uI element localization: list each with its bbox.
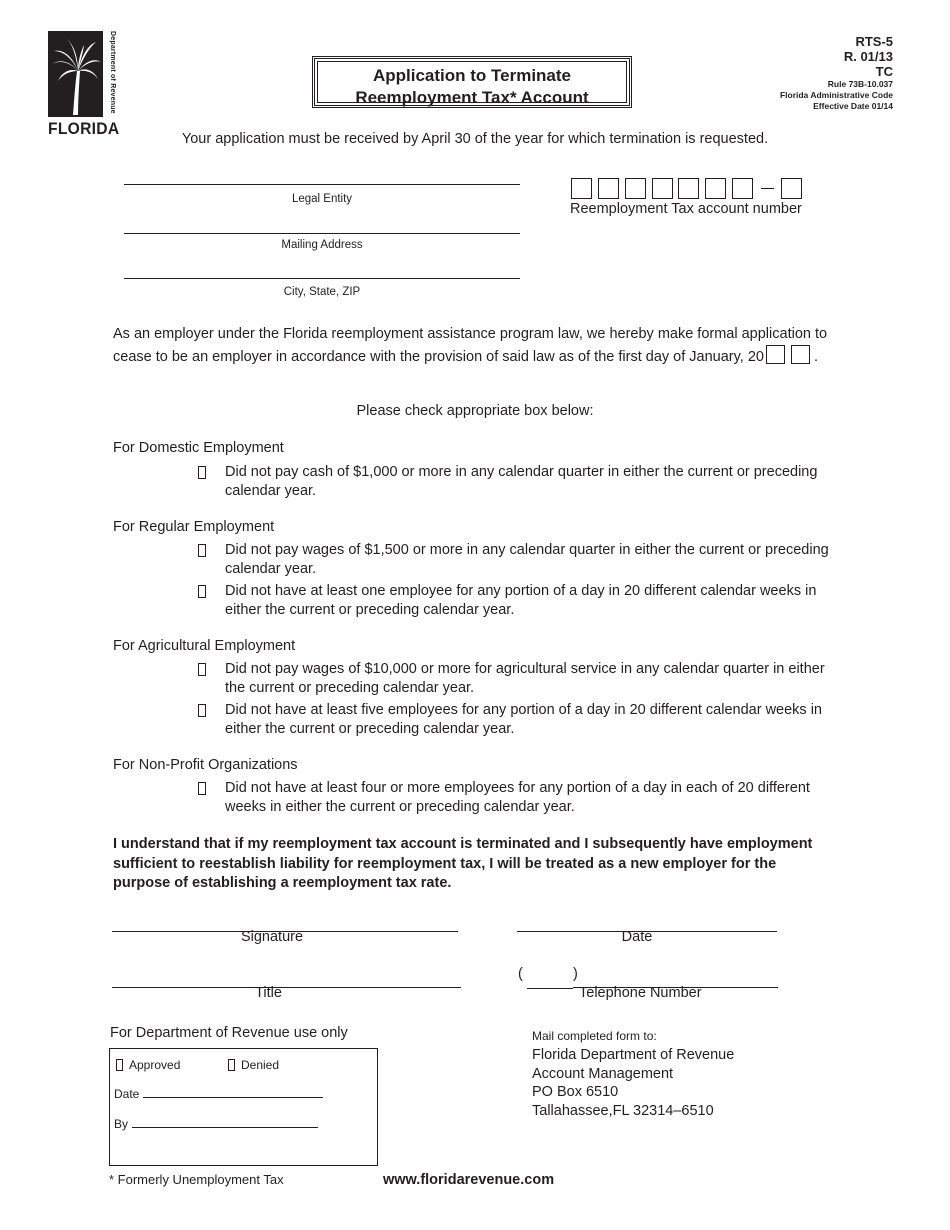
form-code: RTS-5 — [855, 34, 893, 49]
option-text: Did not pay cash of $1,000 or more in any calendar quarter in either the current or preceding calendar year. — [225, 464, 818, 499]
nonprofit-heading: For Non-Profit Organizations — [113, 757, 298, 773]
mail-line-1: Florida Department of Revenue — [532, 1047, 735, 1063]
account-digit-box[interactable] — [625, 178, 646, 199]
account-number-label: Reemployment Tax account number — [570, 201, 802, 217]
application-statement — [113, 325, 853, 367]
checkbox[interactable] — [198, 466, 206, 479]
dor-date-row — [114, 1087, 323, 1101]
city-state-zip-label: City, State, ZIP — [283, 286, 361, 298]
dor-use-box — [109, 1048, 378, 1166]
dor-date-label: Date — [114, 1087, 140, 1101]
dor-by-field[interactable] — [132, 1127, 318, 1128]
regular-option-wages[interactable] — [198, 541, 838, 579]
regular-heading: For Regular Employment — [113, 519, 275, 535]
mailing-address-field[interactable] — [124, 233, 520, 234]
application-period: . — [814, 348, 819, 365]
account-digit-box[interactable] — [678, 178, 699, 199]
form-title-line1: Application to Terminate — [372, 66, 572, 85]
approved-option[interactable] — [116, 1058, 180, 1072]
area-code-field[interactable] — [527, 988, 573, 989]
form-rule: Rule 73B-10.037 — [827, 79, 893, 89]
agricultural-option-employees[interactable] — [198, 701, 838, 739]
checkbox[interactable] — [198, 585, 206, 598]
account-digit-box[interactable] — [598, 178, 619, 199]
approved-label: Approved — [129, 1058, 181, 1072]
signature-label: Signature — [240, 929, 304, 945]
denied-checkbox[interactable] — [228, 1059, 235, 1071]
mailing-address-label: Mailing Address — [281, 239, 363, 251]
account-digit-box[interactable] — [652, 178, 673, 199]
mail-line-4: Tallahassee,FL 32314–6510 — [532, 1102, 714, 1119]
account-digit-box[interactable] — [705, 178, 726, 199]
approved-checkbox[interactable] — [116, 1059, 123, 1071]
nonprofit-option[interactable] — [198, 779, 838, 817]
area-code-open-paren: ( — [518, 966, 523, 982]
denied-option[interactable] — [228, 1058, 279, 1072]
option-text: Did not have at least one employee for any portion of a day in 20 different calendar weeks in either the current or preceding calendar year. — [225, 583, 817, 618]
footnote: * Formerly Unemployment Tax — [109, 1172, 284, 1187]
domestic-heading: For Domestic Employment — [113, 440, 284, 456]
title-label: Title — [255, 985, 282, 1001]
application-text: As an employer under the Florida reemployment assistance program law, we hereby make formal application to cease to be an employer in accordance with the provision of said law as of the first day of January, 20 — [113, 326, 828, 365]
year-digit-box[interactable] — [791, 345, 810, 364]
form-effective-date: Effective Date 01/14 — [813, 101, 893, 111]
form-title-line2: Reemployment Tax* Account — [355, 88, 589, 107]
account-digit-box[interactable] — [571, 178, 592, 199]
agricultural-option-wages[interactable] — [198, 660, 848, 698]
deadline-instruction: Your application must be received by April 30 of the year for which termination is requested. — [181, 131, 769, 147]
form-admin-code: Florida Administrative Code — [779, 90, 893, 100]
option-text: Did not pay wages of $1,500 or more in any calendar quarter in either the current or preceding calendar year. — [225, 542, 829, 577]
dor-date-field[interactable] — [143, 1097, 323, 1098]
account-check-digit-box[interactable] — [781, 178, 802, 199]
agricultural-heading: For Agricultural Employment — [113, 638, 296, 654]
checkbox[interactable] — [198, 544, 206, 557]
checkbox[interactable] — [198, 663, 206, 676]
option-text: Did not have at least five employees for any portion of a day in 20 different calendar weeks in either the current or preceding calendar year. — [225, 702, 822, 737]
dor-use-heading: For Department of Revenue use only — [110, 1025, 348, 1041]
logo-state-name: FLORIDA — [48, 119, 120, 138]
acknowledgement-statement: I understand that if my reemployment tax account is terminated and I subsequently have employment sufficient to reestablish liability for reemployment tax, I will be treated as a new employer for the purpose of establishing a reemployment tax rate. — [113, 836, 813, 891]
website-link[interactable]: www.floridarevenue.com — [383, 1172, 555, 1188]
legal-entity-label: Legal Entity — [291, 193, 353, 205]
form-suffix: TC — [875, 64, 893, 79]
domestic-option[interactable] — [198, 463, 838, 501]
florida-dor-logo — [48, 31, 120, 139]
department-vertical-text: Department of Revenue — [109, 31, 116, 114]
legal-entity-field[interactable] — [124, 184, 520, 185]
mail-line-3: PO Box 6510 — [532, 1084, 619, 1100]
checkbox[interactable] — [198, 782, 206, 795]
mailing-address-block — [532, 1046, 734, 1120]
form-title-box — [312, 56, 632, 108]
year-digit-box[interactable] — [766, 345, 785, 364]
regular-option-employee[interactable] — [198, 582, 838, 620]
check-prompt: Please check appropriate box below: — [356, 403, 594, 419]
option-text: Did not have at least four or more employees for any portion of a day in each of 20 different weeks in either the current or preceding calendar year. — [225, 780, 810, 815]
dor-by-row — [114, 1117, 318, 1131]
form-revision: R. 01/13 — [843, 49, 893, 64]
mail-line-2: Account Management — [532, 1065, 674, 1082]
dor-by-label: By — [114, 1117, 129, 1131]
form-identifier — [780, 34, 893, 112]
dash-separator — [761, 188, 774, 189]
mail-heading: Mail completed form to: — [532, 1029, 657, 1043]
checkbox[interactable] — [198, 704, 206, 717]
city-state-zip-field[interactable] — [124, 278, 520, 279]
option-text: Did not pay wages of $10,000 or more for agricultural service in any calendar quarter in either the current or preceding calendar year. — [225, 661, 825, 696]
telephone-label: Telephone Number — [579, 985, 702, 1001]
area-code-close-paren: ) — [573, 966, 578, 982]
denied-label: Denied — [241, 1058, 280, 1072]
date-label: Date — [621, 929, 653, 945]
account-digit-box[interactable] — [732, 178, 753, 199]
account-number-input[interactable] — [571, 178, 806, 202]
